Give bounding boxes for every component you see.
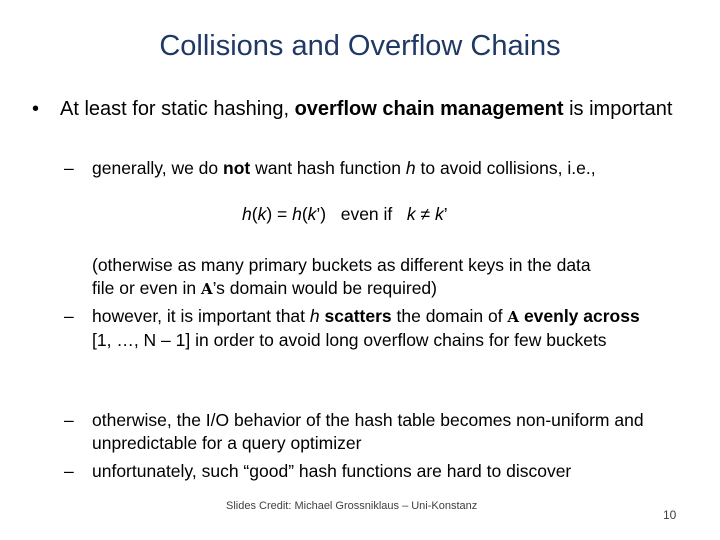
- dash-icon: –: [64, 158, 74, 178]
- text-fragment: want hash function: [250, 158, 406, 178]
- prime: ’: [443, 204, 448, 224]
- paren-line-1: (otherwise as many primary buckets as different keys in the data: [92, 255, 591, 275]
- main-bullet-text: [60, 96, 700, 122]
- bold-evenly-across: evenly across: [523, 306, 640, 326]
- var-k: k: [434, 204, 444, 224]
- prime: ’: [316, 204, 321, 224]
- var-h: h: [309, 306, 320, 326]
- var-k: k: [307, 204, 317, 224]
- text-fragment: however, it is important that: [92, 306, 310, 326]
- attribute-a: A: [200, 280, 213, 298]
- text-fragment: file or even in: [92, 278, 201, 298]
- var-h: h: [242, 204, 252, 224]
- parenthetical-note: [92, 254, 672, 301]
- dash-icon: –: [64, 461, 74, 481]
- slide-title: Collisions and Overflow Chains: [159, 30, 561, 62]
- bullet-bold-text: overflow chain management: [294, 98, 564, 120]
- sub-bullet-generally-text: [92, 157, 664, 180]
- var-h: h: [292, 204, 302, 224]
- text-fragment: to avoid collisions, i.e.,: [415, 158, 596, 178]
- hash-collision-formula: h(k) = h(k’) even if k ≠ k’: [242, 204, 448, 224]
- var-k: k: [257, 204, 267, 224]
- sub-bullet-otherwise-text: otherwise, the I/O behavior of the hash table becomes non-uniform and unpredictable for a query optimizer: [92, 410, 644, 453]
- sub-bullet-unfortunately-text: unfortunately, such “good” hash functions are hard to discover: [92, 461, 572, 481]
- sub-bullet-however-text: [92, 305, 664, 352]
- bold-not: not: [223, 158, 251, 178]
- neq-symbol: ≠: [420, 204, 431, 224]
- paren-line-2: [92, 277, 672, 301]
- however-line-2: [1, …, N – 1] in order to avoid long overflow chains for few buckets: [92, 330, 607, 350]
- text-fragment: generally, we do: [92, 158, 224, 178]
- dash-icon: –: [64, 410, 74, 430]
- text-fragment: the domain of: [391, 306, 508, 326]
- bullet-icon: •: [32, 98, 40, 120]
- bullet-text-after: is important: [563, 98, 673, 120]
- var-k: k: [406, 204, 416, 224]
- text-fragment: ’s domain would be required): [212, 278, 437, 298]
- bold-scatters: scatters: [324, 306, 392, 326]
- dash-icon: –: [64, 306, 74, 326]
- even-if: even if: [340, 204, 393, 224]
- page-number: 10: [663, 508, 677, 522]
- attribute-a: A: [507, 308, 520, 326]
- bullet-text-before: At least for static hashing,: [60, 98, 295, 120]
- slide-credit: Slides Credit: Michael Grossniklaus – Uni-Konstanz: [226, 500, 478, 512]
- var-h: h: [405, 158, 416, 178]
